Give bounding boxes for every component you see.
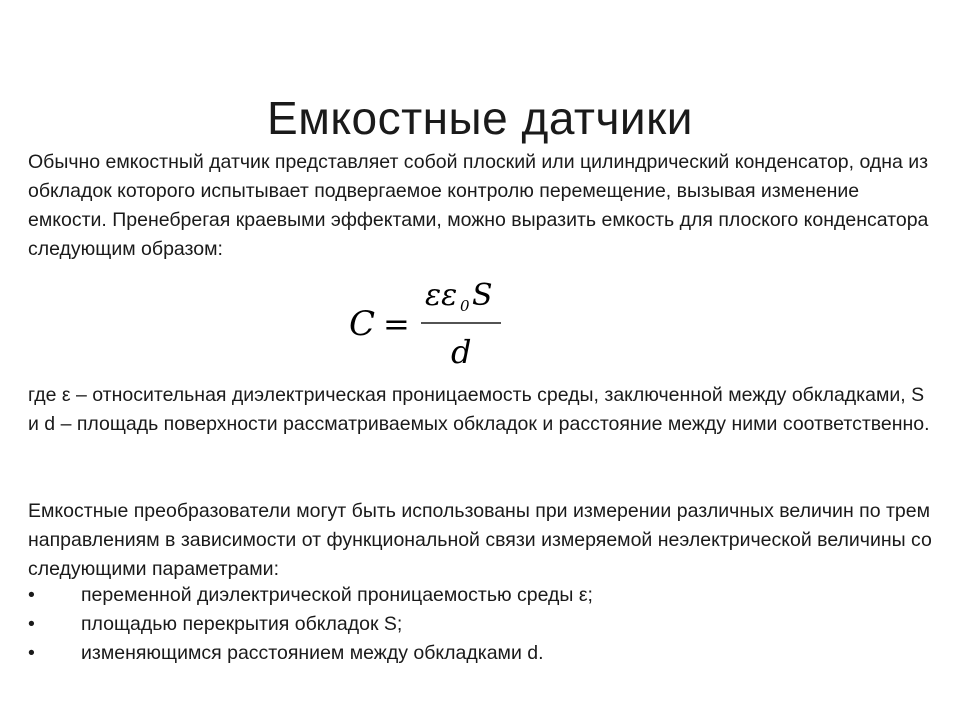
formula-numerator-sub: 0 — [460, 297, 470, 315]
definition-paragraph: где ε – относительная диэлектрическая проницаемость среды, заключенной между обкладками, S и d – площадь поверхности рассматриваемых обкладок и расстояние между ними соответственно. — [28, 384, 930, 435]
list-item — [28, 581, 933, 610]
capacitance-formula — [345, 275, 515, 375]
list-item — [28, 610, 933, 639]
bullet-icon: • — [28, 613, 35, 635]
formula-lhs: C — [349, 304, 376, 344]
bullet-icon: • — [28, 584, 35, 606]
slide-title: Емкостные датчики — [267, 91, 693, 144]
usage-paragraph: Емкостные преобразователи могут быть использованы при измерении различных величин по трем направлениям в зависимости от функциональной связи измеряемой неэлектрической величины со следующими параметрами: — [28, 500, 932, 580]
list-item-text: изменяющимся расстоянием между обкладками d. — [81, 642, 544, 664]
bullet-icon: • — [28, 642, 35, 664]
formula-equals: = — [383, 305, 410, 343]
formula-graphic — [345, 275, 515, 375]
list-item-text: площадью перекрытия обкладок S; — [81, 613, 403, 635]
list-item-text: переменной диэлектрической проницаемостью среды ε; — [81, 584, 593, 606]
intro-paragraph: Обычно емкостный датчик представляет собой плоский или цилиндрический конденсатор, одна из обкладок которого испытывает подвергаемое контролю перемещение, вызывая изменение емкости. Пренебрегая краевыми эффектами, можно выразить емкость для плоского конденсатора следующим образом: — [28, 151, 929, 260]
formula-denominator: d — [451, 333, 472, 371]
formula-numerator-eps: εε — [425, 278, 458, 313]
parameter-list — [28, 581, 933, 668]
list-item — [28, 639, 933, 668]
formula-numerator-s: S — [472, 278, 493, 313]
